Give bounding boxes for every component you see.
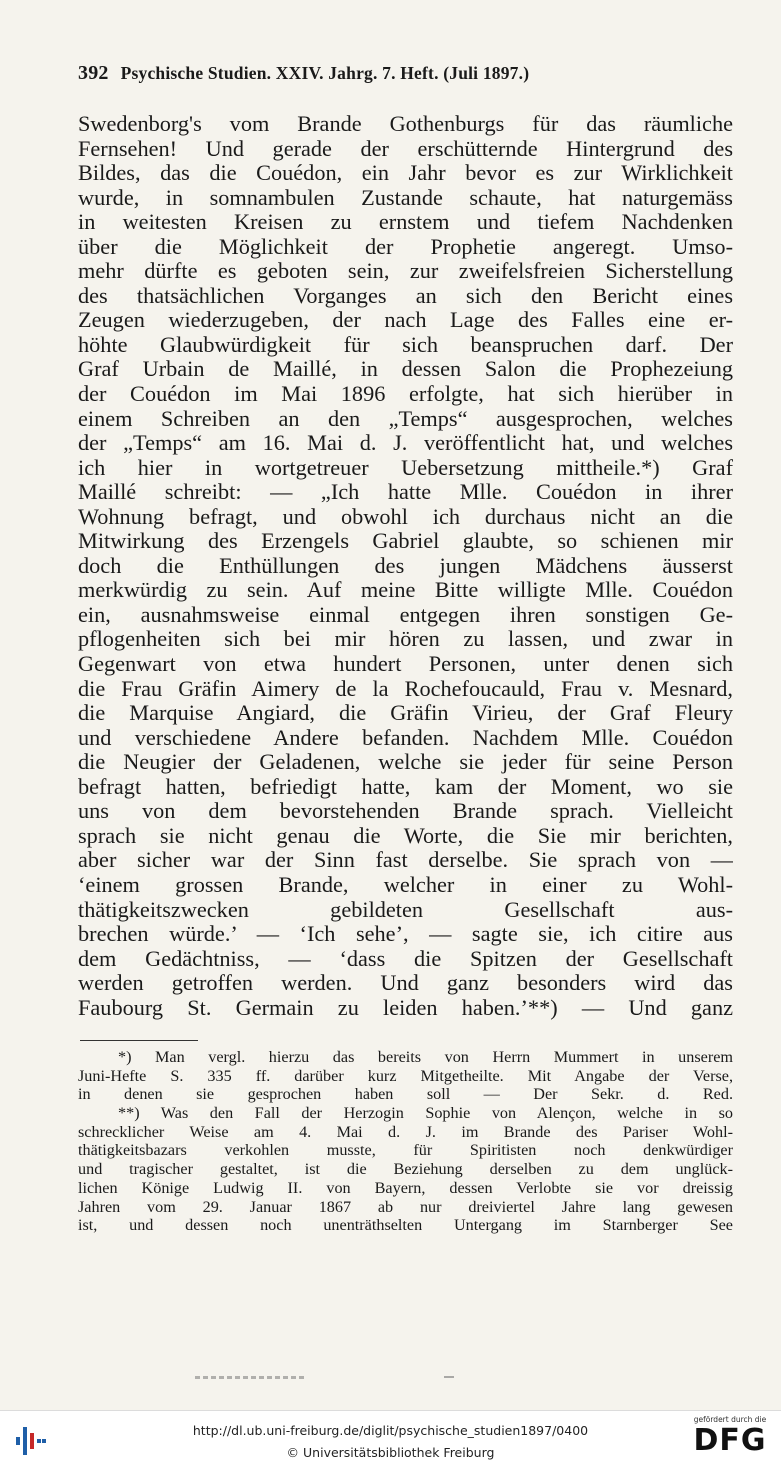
text-line: Wohnung befragt, und obwohl ich durchaus nicht an die: [78, 504, 733, 529]
text-line: die Frau Gräfin Aimery de la Rochefoucauld, Frau v. Mesnard,: [78, 676, 733, 701]
text-line: und verschiedene Andere befanden. Nachdem Mlle. Couédon: [78, 725, 733, 750]
footnote-line: *) Man vergl. hierzu das bereits von Herrn Mummert in unserem: [118, 1048, 733, 1066]
text-line: über die Möglichkeit der Prophetie angeregt. Umso-: [78, 234, 733, 259]
text-line: wurde, in somnambulen Zustande schaute, hat naturgemäss: [78, 185, 733, 210]
text-line: höhte Glaubwürdigkeit für sich beanspruchen darf. Der: [78, 332, 733, 357]
text-line: dem Gedächtniss, — ‘dass die Spitzen der Gesellschaft: [78, 946, 733, 971]
text-line: ‘einem grossen Brande, welcher in einer zu Wohl-: [78, 872, 733, 897]
text-line: befragt hatten, befriedigt hatte, kam der Moment, wo sie: [78, 774, 733, 799]
text-line: sprach sie nicht genau die Worte, die Sie mir berichten,: [78, 823, 733, 848]
scan-artifact: [195, 1376, 305, 1379]
text-line: pflogenheiten sich bei mir hören zu lassen, und zwar in: [78, 627, 733, 652]
footnote-line: thätigkeitsbazars verkohlen musste, für Spiritisten noch denkwürdiger: [78, 1141, 733, 1160]
footnote-line: Juni-Hefte S. 335 ff. darüber kurz Mitgetheilte. Mit Angabe der Verse,: [78, 1066, 733, 1085]
text-line: aber sicher war der Sinn fast derselbe. Sie sprach von —: [78, 848, 733, 873]
text-line: die Neugier der Geladenen, welche sie jeder für seine Person: [78, 750, 733, 775]
text-line: Zeugen wiederzugeben, der nach Lage des Falles eine er-: [78, 308, 733, 333]
text-line: ein, ausnahmsweise einmal entgegen ihren sonstigen Ge-: [78, 602, 733, 627]
text-line: thätigkeitszwecken gebildeten Gesellschaft aus-: [78, 897, 733, 922]
scan-artifact: [444, 1376, 454, 1378]
text-line: der „Temps“ am 16. Mai d. J. veröffentlicht hat, und welches: [78, 431, 733, 456]
footnote-line: und tragischer gestaltet, ist die Beziehung derselben zu dem unglück-: [78, 1160, 733, 1179]
viewer-footer-bar: [0, 1410, 781, 1469]
text-line: Mitwirkung des Erzengels Gabriel glaubte, so schienen mir: [78, 529, 733, 554]
text-line: mehr dürfte es geboten sein, zur zweifelsfreien Sicherstellung: [78, 259, 733, 284]
text-line: Fernsehen! Und gerade der erschütternde Hintergrund des: [78, 136, 733, 161]
text-line: Graf Urbain de Maillé, in dessen Salon die Prophezeiung: [78, 357, 733, 382]
footnote-line: **) Was den Fall der Herzogin Sophie von Alençon, welche in so: [118, 1104, 733, 1123]
copyright-text: © Universitätsbibliothek Freiburg: [286, 1445, 495, 1460]
footnote-line: in denen sie gesprochen haben soll — Der Sekr. d. Red.: [78, 1085, 733, 1104]
text-line: werden getroffen werden. Und ganz besonders wird das: [78, 971, 733, 996]
footnote-line: schrecklicher Weise am 4. Mai d. J. im Brande des Pariser Wohl-: [78, 1122, 733, 1141]
text-line: doch die Enthüllungen des jungen Mädchens äusserst: [78, 553, 733, 578]
footnotes: [78, 1048, 733, 1235]
source-url-link[interactable]: http://dl.ub.uni-freiburg.de/diglit/psychische_studien1897/0400: [192, 1423, 589, 1438]
text-line: Bildes, das die Couédon, ein Jahr bevor es zur Wirklichkeit: [78, 161, 733, 186]
text-line: Gegenwart von etwa hundert Personen, unter denen sich: [78, 652, 733, 677]
footnote-divider: [80, 1040, 198, 1041]
text-line: brechen würde.’ — ‘Ich sehe’, — sagte sie, ich citire aus: [78, 922, 733, 947]
running-title: Psychische Studien. XXIV. Jahrg. 7. Heft. (Juli 1897.): [120, 63, 530, 83]
footnote-line: ist, und dessen noch unenträthselten Untergang im Starnberger See: [78, 1216, 733, 1235]
text-line: Maillé schreibt: — „Ich hatte Mlle. Couédon in ihrer: [78, 480, 733, 505]
text-line: merkwürdig zu sein. Auf meine Bitte willigte Mlle. Couédon: [78, 578, 733, 603]
text-line: in weitesten Kreisen zu ernstem und tiefem Nachdenken: [78, 210, 733, 235]
text-line: einem Schreiben an den „Temps“ ausgesprochen, welches: [78, 406, 733, 431]
page-number: 392: [78, 62, 109, 84]
text-line: des thatsächlichen Vorganges an sich den Bericht eines: [78, 283, 733, 308]
dfg-logo-text: DFG: [693, 1423, 767, 1458]
main-text: [78, 112, 733, 1020]
footnote-line: lichen Könige Ludwig II. von Bayern, dessen Verlobte sie vor dreissig: [78, 1178, 733, 1197]
text-line: die Marquise Angiard, die Gräfin Virieu, der Graf Fleury: [78, 701, 733, 726]
footnote-line: Jahren vom 29. Januar 1867 ab nur dreiviertel Jahre lang gewesen: [78, 1197, 733, 1216]
dfg-logo: [690, 1415, 770, 1465]
text-line: Swedenborg's vom Brande Gothenburgs für das räumliche: [78, 112, 733, 136]
text-line: Faubourg St. Germain zu leiden haben.’**) — Und ganz: [78, 995, 733, 1020]
text-line: der Couédon im Mai 1896 erfolgte, hat sich hierüber in: [78, 382, 733, 407]
text-line: ich hier in wortgetreuer Uebersetzung mittheile.*) Graf: [78, 455, 733, 480]
sponsor-caption: gefördert durch die: [693, 1415, 767, 1424]
running-header: [78, 62, 733, 90]
text-line: uns von dem bevorstehenden Brande sprach. Vielleicht: [78, 799, 733, 824]
